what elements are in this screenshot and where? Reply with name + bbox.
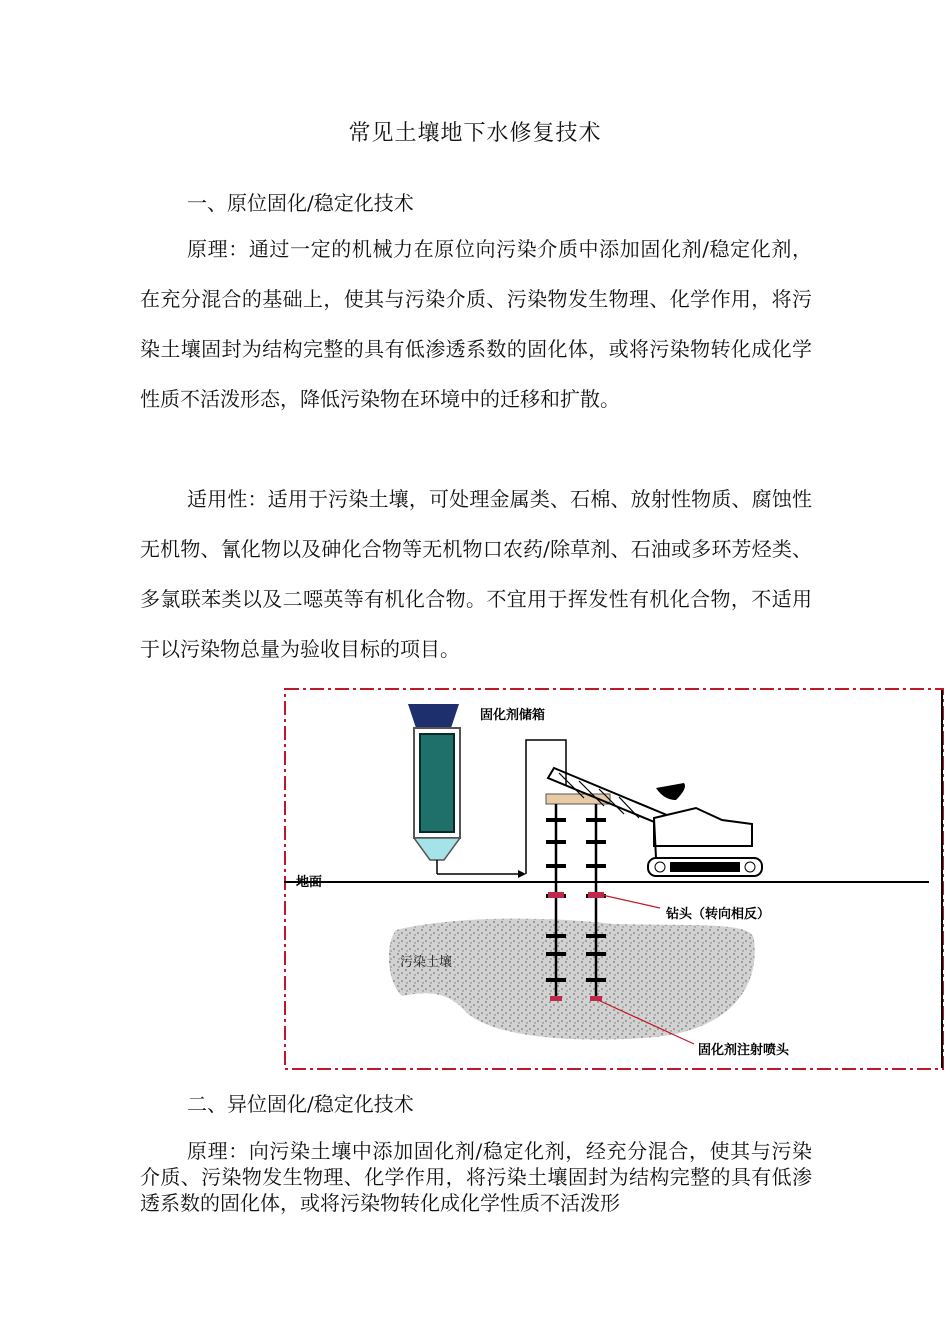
label-nozzle: 固化剂注射喷头 [698,1043,790,1058]
page-title: 常见土壤地下水修复技术 [348,121,602,146]
section1-applicability: 适用性：适用于污染土壤，可处理金属类、石棉、放射性物质、腐蚀性无机物、氰化物以及砷化合物等无机物口农药/除草剂、石油或多环芳烃类、多氯联苯类以及二噁英等有机化合物。不宜用于挥发性有机化合物，不适用于以污染物总量为验收目标的项目。 [140,487,812,661]
label-ground: 地面 [296,875,323,890]
tank-cone [414,838,460,860]
label-drill: 钻头（转向相反） [666,907,771,922]
section1-principle: 原理：通过一定的机械力在原位向污染介质中添加固化剂/稳定化剂，在充分混合的基础上，使其与污染介质、污染物发生物理、化学作用，将污染土壤固封为结构完整的具有低渗透系数的固化体，或将污染物转化成化学性质不活泼形态，降低污染物在环境中的迁移和扩散。 [140,237,812,411]
label-soil: 污染土壤 [400,955,453,970]
section1-heading: 一、原位固化/稳定化技术 [187,191,414,215]
label-tank: 固化剂储箱 [480,708,546,723]
contaminated-soil [389,919,755,1040]
in-situ-stabilization-diagram [284,688,946,1072]
tank-hopper-top [408,704,459,728]
section2-principle: 原理：向污染土壤中添加固化剂/稳定化剂，经充分混合，使其与污染介质、污染物发生物理、化学作用，将污染土壤固封为结构完整的具有低渗透系数的固化体，或将污染物转化成化学性质不活泼形 [140,1139,812,1215]
section2-heading: 二、异位固化/稳定化技术 [187,1092,414,1116]
